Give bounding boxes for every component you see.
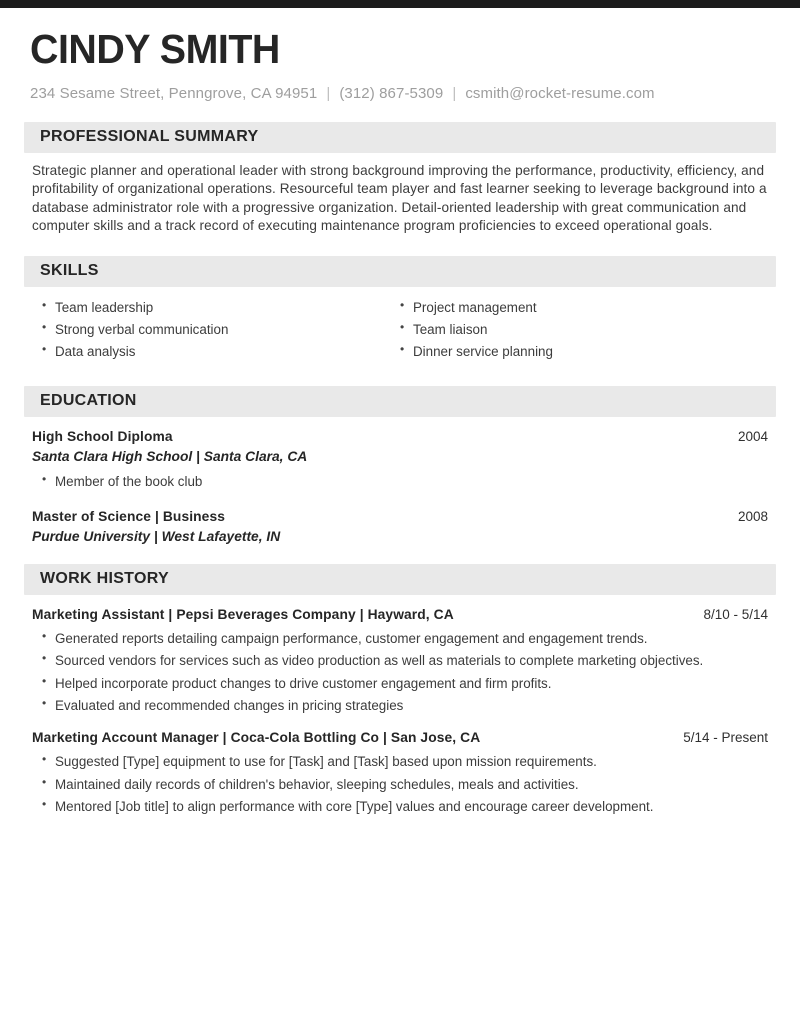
section-header-bar xyxy=(24,256,776,287)
job-title: Marketing Account Manager | Coca-Cola Bottling Co | San Jose, CA xyxy=(32,730,481,746)
skill-item: • Data analysis xyxy=(42,343,400,361)
job-bullet: • Evaluated and recommended changes in pricing strategies xyxy=(42,697,768,715)
top-accent-bar xyxy=(0,0,800,8)
job-entry xyxy=(32,730,768,815)
section-title-skills: SKILLS xyxy=(40,261,99,279)
job-bullet: • Generated reports detailing campaign performance, customer engagement and engagement trends. xyxy=(42,630,768,648)
skills-column-right xyxy=(400,299,758,366)
skill-item: • Strong verbal communication xyxy=(42,321,400,339)
education-entry xyxy=(32,509,768,544)
job-bullet: • Sourced vendors for services such as video production as well as materials to complete marketing objectives. xyxy=(42,652,768,670)
summary-text: Strategic planner and operational leader with strong background improving the performance, productivity, efficiency, and profitability of organizational operations. Resourceful team player and fast learner seeking to leverage background into a database administrator role with a progressive organization. Detail-oriented leadership with great communication and computer skills and a track record of executing maintenance program proficiencies to exceed operational goals. xyxy=(32,163,767,234)
section-work-history xyxy=(0,564,800,815)
education-year: 2004 xyxy=(737,428,768,444)
section-header-bar xyxy=(24,122,776,153)
section-professional-summary xyxy=(0,122,800,236)
education-year: 2008 xyxy=(737,509,768,525)
skill-item: • Team liaison xyxy=(400,321,758,339)
section-education xyxy=(0,386,800,545)
contact-address: 234 Sesame Street, Penngrove, CA 94951 xyxy=(30,85,318,102)
skill-item: • Team leadership xyxy=(42,299,400,317)
contact-separator: | xyxy=(452,85,457,102)
job-bullet: • Mentored [Job title] to align performance with core [Type] values and encourage career development. xyxy=(42,798,768,816)
section-title-summary: PROFESSIONAL SUMMARY xyxy=(40,128,259,145)
skill-item: • Project management xyxy=(400,299,758,317)
education-bullet: • Member of the book club xyxy=(42,473,768,491)
section-skills xyxy=(0,256,800,366)
section-title-work-history: WORK HISTORY xyxy=(40,570,169,588)
job-bullet: • Maintained daily records of children's behavior, sleeping schedules, meals and activities. xyxy=(42,776,768,794)
section-header-bar xyxy=(24,564,776,595)
degree-title: High School Diploma xyxy=(32,428,173,444)
contact-line xyxy=(30,85,770,102)
resume-header xyxy=(0,8,800,102)
contact-separator: | xyxy=(326,85,331,102)
job-title: Marketing Assistant | Pepsi Beverages Company | Hayward, CA xyxy=(32,607,454,623)
section-title-education: EDUCATION xyxy=(40,391,137,409)
degree-title: Master of Science | Business xyxy=(32,509,225,525)
job-entry xyxy=(32,607,768,714)
contact-phone: (312) 867-5309 xyxy=(339,85,444,102)
contact-email: csmith@rocket-resume.com xyxy=(465,85,655,102)
education-entry xyxy=(32,429,768,491)
skill-item: • Dinner service planning xyxy=(400,343,758,361)
skills-column-left xyxy=(42,299,400,366)
job-dates: 5/14 - Present xyxy=(683,730,768,746)
summary-body xyxy=(0,162,800,236)
job-bullet: • Helped incorporate product changes to drive customer engagement and firm profits. xyxy=(42,675,768,693)
school-name: Santa Clara High School | Santa Clara, CA xyxy=(32,448,308,464)
school-name: Purdue University | West Lafayette, IN xyxy=(32,529,281,545)
job-bullet: • Suggested [Type] equipment to use for [Task] and [Task] based upon mission requirements. xyxy=(42,753,768,771)
candidate-name: CINDY SMITH xyxy=(30,26,280,72)
job-dates: 8/10 - 5/14 xyxy=(703,607,768,623)
skills-grid xyxy=(0,299,800,366)
section-header-bar xyxy=(24,386,776,417)
